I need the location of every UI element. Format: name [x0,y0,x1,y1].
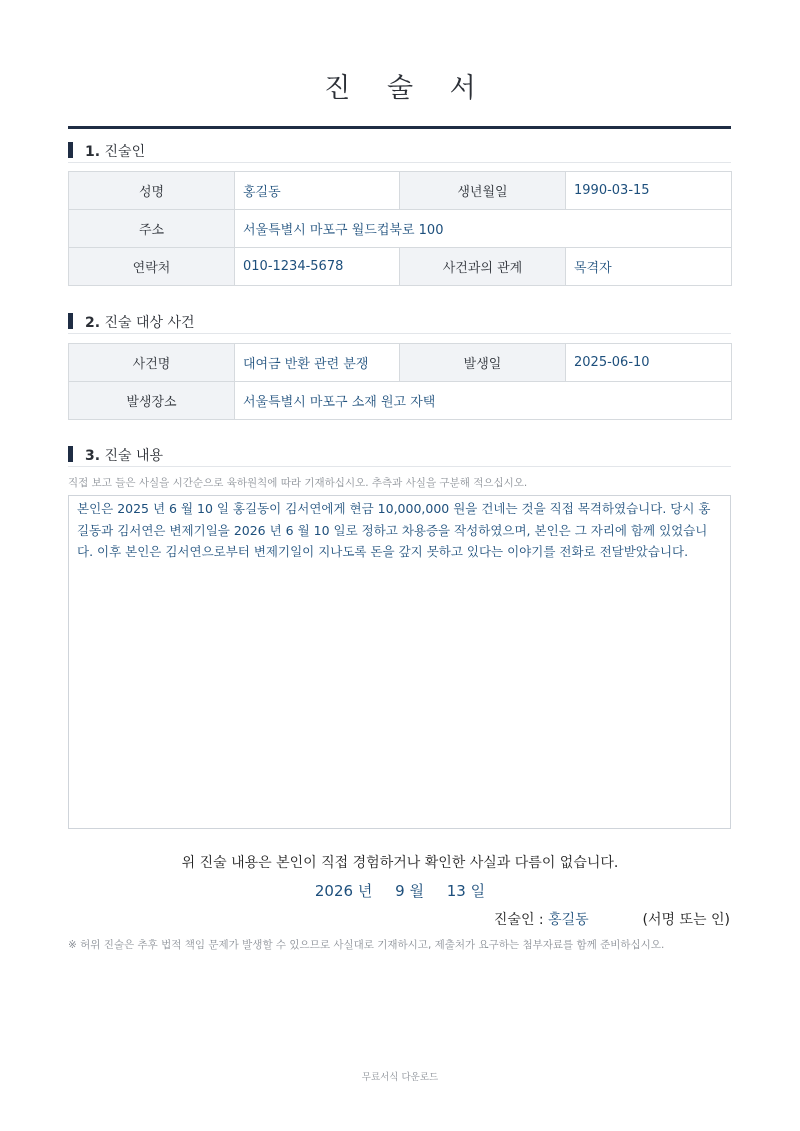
case-value[interactable]: 대여금 반환 관련 분쟁 [235,344,400,382]
section-marker [68,313,73,329]
section-header-incident [68,312,731,334]
birth-value[interactable]: 1990-03-15 [566,172,732,210]
declaration-text: 위 진술 내용은 본인이 직접 경험하거나 확인한 사실과 다름이 없습니다. [181,855,619,871]
signature-label: 진술인 : [493,912,544,928]
date-day[interactable]: 13 [446,882,466,900]
date-year[interactable]: 2026 [314,882,354,900]
section-number: 3. [85,448,101,464]
relation-value[interactable]: 목격자 [566,248,732,286]
name-label: 성명 [69,172,235,210]
document-title: 진 술 서 [324,73,490,104]
contact-value[interactable]: 010-1234-5678 [235,248,400,286]
section-header-statement [68,445,731,467]
section-marker [68,446,73,462]
title-divider [68,126,731,129]
statement-content[interactable]: 본인은 2025 년 6 월 10 일 홍길동이 김서연에게 현금 10,000,000 원을 건네는 것을 직접 목격하였습니다. 당시 홍길동과 김서연은 변제기일을 2026 년 6 월 10 일로 정하고 차용증을 작성하였으며, 본인은 그 자리에 함께 있었습니다. 이후 본인은 김서연으로부터 변제기일이 지나도록 돈을 갚지 못하고 있다는 이야기를 전화로 전달받았습니다. [68,495,731,829]
date-month[interactable]: 9 [395,882,405,900]
declarant-table [68,171,732,286]
section-title: 진술 내용 [104,448,164,464]
birth-label: 생년월일 [400,172,566,210]
footer-text: 무료서식 다운로드 [361,1072,439,1083]
section-number: 1. [85,144,101,160]
relation-label: 사건과의 관계 [400,248,566,286]
date-value[interactable]: 2025-06-10 [566,344,732,382]
section-number: 2. [85,315,101,331]
address-label: 주소 [69,210,235,248]
place-value[interactable]: 서울특별시 마포구 소재 원고 자택 [235,382,732,420]
case-label: 사건명 [69,344,235,382]
date-year-unit: 년 [357,882,373,900]
section-header-declarant [68,141,731,163]
contact-label: 연락처 [69,248,235,286]
section-title: 진술인 [104,144,146,160]
signing-date [0,880,800,901]
place-label: 발생장소 [69,382,235,420]
legal-note: ※ 허위 진술은 추후 법적 책임 문제가 발생할 수 있으므로 사실대로 기재하시고, 제출처가 요구하는 첨부자료를 함께 준비하십시오. [68,939,665,951]
name-value[interactable]: 홍길동 [235,172,400,210]
date-label: 발생일 [400,344,566,382]
signature-mark: (서명 또는 인) [642,912,730,928]
date-month-unit: 월 [409,882,424,900]
section-marker [68,142,73,158]
date-day-unit: 일 [470,882,486,900]
address-value[interactable]: 서울특별시 마포구 월드컵북로 100 [235,210,732,248]
incident-table [68,343,732,420]
statement-guide: 직접 보고 들은 사실을 시간순으로 육하원칙에 따라 기재하십시오. 추측과 사실을 구분해 적으십시오. [68,477,528,489]
signature-name[interactable]: 홍길동 [548,912,589,928]
signature-line [494,909,730,929]
section-title: 진술 대상 사건 [104,315,195,331]
